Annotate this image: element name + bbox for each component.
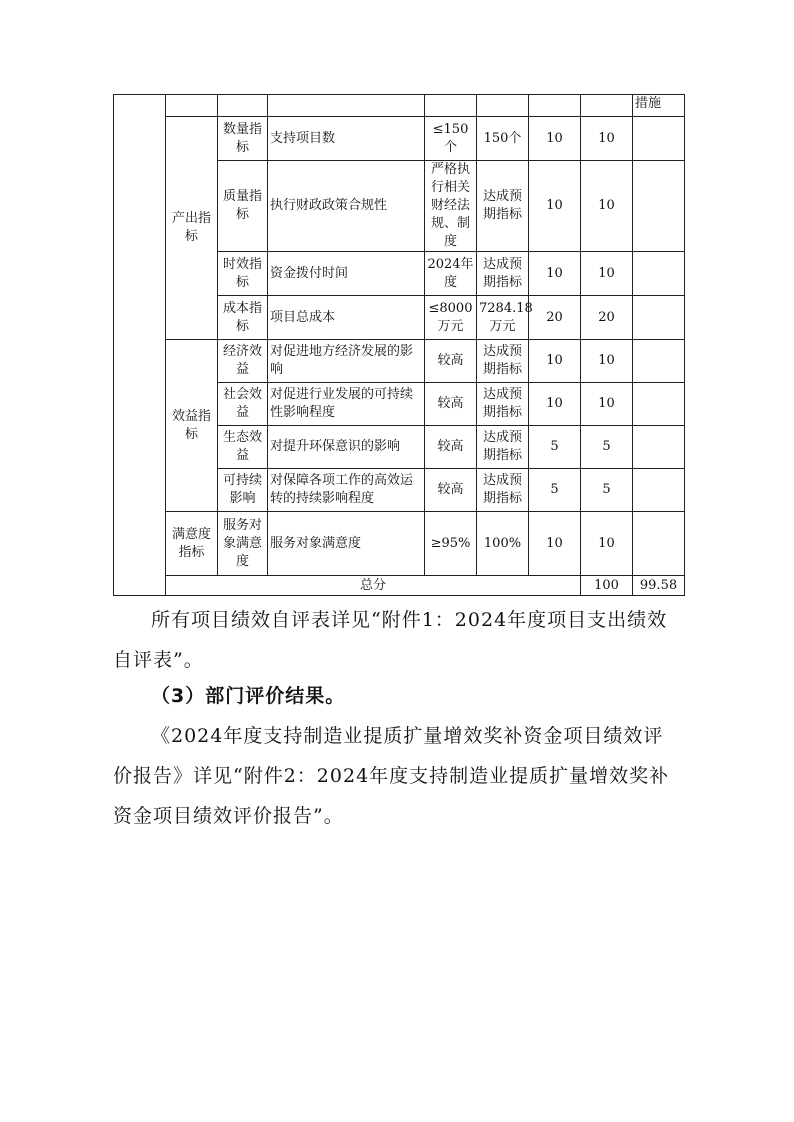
subcategory-cell: 社会效益: [218, 383, 268, 426]
weight-cell: 5: [529, 469, 581, 512]
total-score: 99.58: [633, 576, 685, 596]
indicator-cell: 对促进行业发展的可持续性影响程度: [268, 383, 425, 426]
indicator-cell: 对促进地方经济发展的影响: [268, 340, 425, 383]
actual-cell: 达成预期指标: [477, 161, 529, 252]
indicator-cell: 服务对象满意度: [268, 512, 425, 576]
target-cell: 较高: [425, 469, 477, 512]
score-cell: 10: [581, 161, 633, 252]
score-cell: 10: [581, 340, 633, 383]
actual-cell: 达成预期指标: [477, 383, 529, 426]
subcategory-cell: 经济效益: [218, 340, 268, 383]
target-cell: ≤8000万元: [425, 296, 477, 340]
target-cell: 严格执行相关财经法规、制度: [425, 161, 477, 252]
actual-cell: 达成预期指标: [477, 469, 529, 512]
actual-cell: 7284.18万元: [477, 296, 529, 340]
notes-cell: [633, 117, 685, 161]
attachment2-paragraph: 《2024年度支持制造业提质扩量增效奖补资金项目绩效评价报告》详见“附件2：2024年度支持制造业提质扩量增效奖补资金项目绩效评价报告”。: [113, 725, 670, 827]
weight-cell: 10: [529, 340, 581, 383]
notes-cell: [633, 383, 685, 426]
table-row: [114, 340, 685, 383]
subcategory-cell: 生态效益: [218, 426, 268, 469]
weight-cell: 5: [529, 426, 581, 469]
target-cell: 较高: [425, 426, 477, 469]
weight-cell: 10: [529, 161, 581, 252]
notes-cell: [633, 252, 685, 296]
actual-cell: 100%: [477, 512, 529, 576]
subcategory-cell: 服务对象满意度: [218, 512, 268, 576]
actual-cell: 150个: [477, 117, 529, 161]
notes-cell: [633, 469, 685, 512]
total-label: 总分: [166, 576, 581, 596]
notes-cell: [633, 296, 685, 340]
notes-cell: [633, 340, 685, 383]
score-cell: 5: [581, 469, 633, 512]
subcategory-cell: 数量指标: [218, 117, 268, 161]
performance-table: [113, 94, 685, 596]
score-cell: 10: [581, 117, 633, 161]
score-cell: 5: [581, 426, 633, 469]
target-cell: ≥95%: [425, 512, 477, 576]
indicator-cell: 对提升环保意识的影响: [268, 426, 425, 469]
subcategory-cell: 质量指标: [218, 161, 268, 252]
subcategory-cell: 成本指标: [218, 296, 268, 340]
notes-cell: [633, 426, 685, 469]
total-weight: 100: [581, 576, 633, 596]
target-cell: ≤150个: [425, 117, 477, 161]
table-row-header-cont: [114, 95, 685, 117]
weight-cell: 10: [529, 512, 581, 576]
category-cell: 产出指标: [166, 117, 218, 340]
total-row: [114, 576, 685, 596]
target-cell: 较高: [425, 340, 477, 383]
notes-cell: [633, 161, 685, 252]
score-cell: 10: [581, 383, 633, 426]
section-heading: （3）部门评价结果。: [151, 685, 346, 707]
indicator-cell: 对保障各项工作的高效运转的持续影响程度: [268, 469, 425, 512]
indicator-cell: 资金拨付时间: [268, 252, 425, 296]
weight-cell: 10: [529, 252, 581, 296]
attachment1-paragraph: 所有项目绩效自评表详见“附件1：2024年度项目支出绩效自评表”。: [113, 609, 668, 671]
subcategory-cell: 可持续影响: [218, 469, 268, 512]
actual-cell: 达成预期指标: [477, 426, 529, 469]
subcategory-cell: 时效指标: [218, 252, 268, 296]
score-cell: 10: [581, 512, 633, 576]
category-cell: 满意度指标: [166, 512, 218, 576]
weight-cell: 10: [529, 383, 581, 426]
table-row: [114, 117, 685, 161]
weight-cell: 10: [529, 117, 581, 161]
score-cell: 20: [581, 296, 633, 340]
notes-cell: [633, 512, 685, 576]
indicator-cell: 支持项目数: [268, 117, 425, 161]
target-cell: 2024年度: [425, 252, 477, 296]
score-cell: 10: [581, 252, 633, 296]
target-cell: 较高: [425, 383, 477, 426]
level1-cell: [114, 95, 166, 596]
indicator-cell: 项目总成本: [268, 296, 425, 340]
indicator-cell: 执行财政政策合规性: [268, 161, 425, 252]
actual-cell: 达成预期指标: [477, 252, 529, 296]
actual-cell: 达成预期指标: [477, 340, 529, 383]
header-last-cell: 措施: [633, 95, 685, 117]
table-row: [114, 512, 685, 576]
category-cell: 效益指标: [166, 340, 218, 512]
weight-cell: 20: [529, 296, 581, 340]
